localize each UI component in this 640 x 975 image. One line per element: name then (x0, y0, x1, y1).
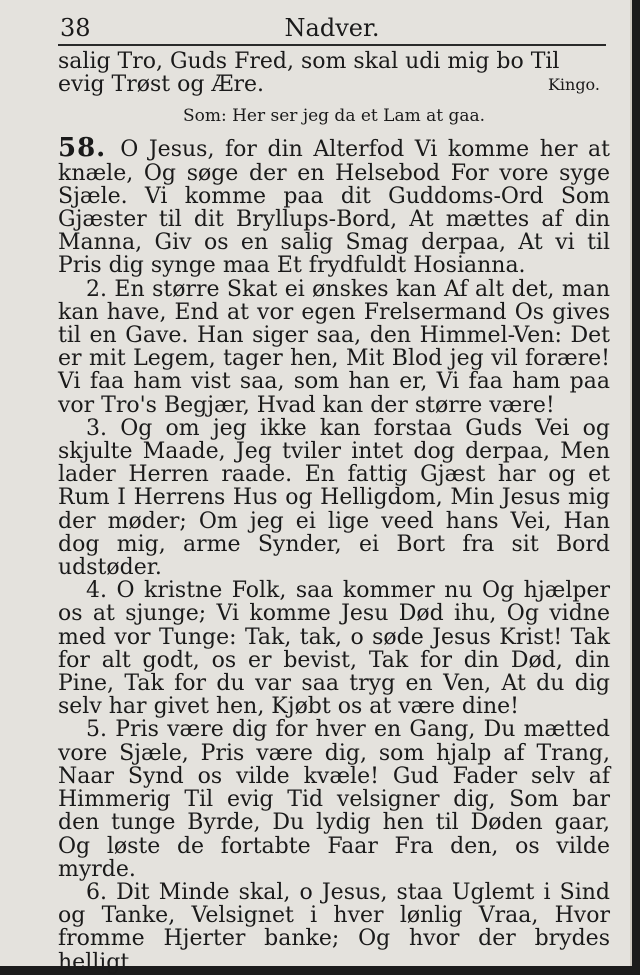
verse-2: 2. En større Skat ei ønskes kan Af alt det, man kan have, End at vor egen Frelsermand Os gives til en Gave. Han siger saa, den Himmel-Ven: Det er mit Legem, tager hen, Mit Blod jeg vil forære! Vi faa ham vist saa, som han er, Vi faa ham paa vor Tro's Begjær, Hvad kan der større være! (58, 276, 610, 418)
verse-text: O Jesus, for din Alterfod Vi komme her at knæle, Og søge der en Helsebod For vore syge Sjæle. Vi komme paa dit Guddoms-Ord Som Gjæster til dit Bryllups-Bord, At mættes af din Manna, Giv os en salig Smag derpaa, At vi til Pris dig synge maa Et frydfuldt Hosianna. (58, 137, 610, 279)
hymn-number: 58. (58, 133, 107, 164)
previous-hymn-ending (58, 50, 610, 96)
previous-hymn-text: salig Tro, Guds Fred, som skal udi mig bo Til evig Trøst og Ære. (58, 49, 560, 98)
page-number: 38 (60, 14, 91, 42)
melody-line: Som: Her ser jeg da et Lam at gaa. (182, 106, 486, 127)
page-body (58, 50, 610, 974)
verse-4: 4. O kristne Folk, saa kommer nu Og hjælper os at sjunge; Vi komme Jesu Død ihu, Og vidne med vor Tunge: Tak, tak, o søde Jesus Krist! Tak for alt godt, os er bevist, Tak for din Død, din Pine, Tak for du var saa tryg en Ven, At du dig selv har givet hen, Kjøbt os at være dine! (58, 578, 610, 720)
page-header (58, 10, 606, 46)
hymn-author: Kingo. (547, 75, 600, 95)
running-head: Nadver. (284, 14, 380, 42)
verse-3: 3. Og om jeg ikke kan forstaa Guds Vei og skjulte Maade, Jeg tviler intet dog derpaa, Men lader Herren raade. En fattig Gjæst har og et Rum I Herrens Hus og Helligdom, Min Jesus mig der møder; Om jeg ei lige veed hans Vei, Han dog mig, arme Synder, ei Bort fra sit Bord udstøder. (58, 415, 610, 581)
verse-5: 5. Pris være dig for hver en Gang, Du mætted vore Sjæle, Pris være dig, som hjalp af Trang, Naar Synd os vilde kvæle! Gud Fader selv af Himmerig Til evig Tid velsigner dig, Som bar den tunge Byrde, Du lydig hen til Døden gaar, Og løste de fortabte Faar Fra den, os vilde myrde. (58, 717, 610, 882)
hymn-first-verse (58, 133, 610, 279)
verse-6: 6. Dit Minde skal, o Jesus, staa Uglemt i Sind og Tanke, Velsignet i hver lønlig Vraa, Hvor fromme Hjerter banke; Og hvor der brydes helligt (58, 879, 610, 975)
